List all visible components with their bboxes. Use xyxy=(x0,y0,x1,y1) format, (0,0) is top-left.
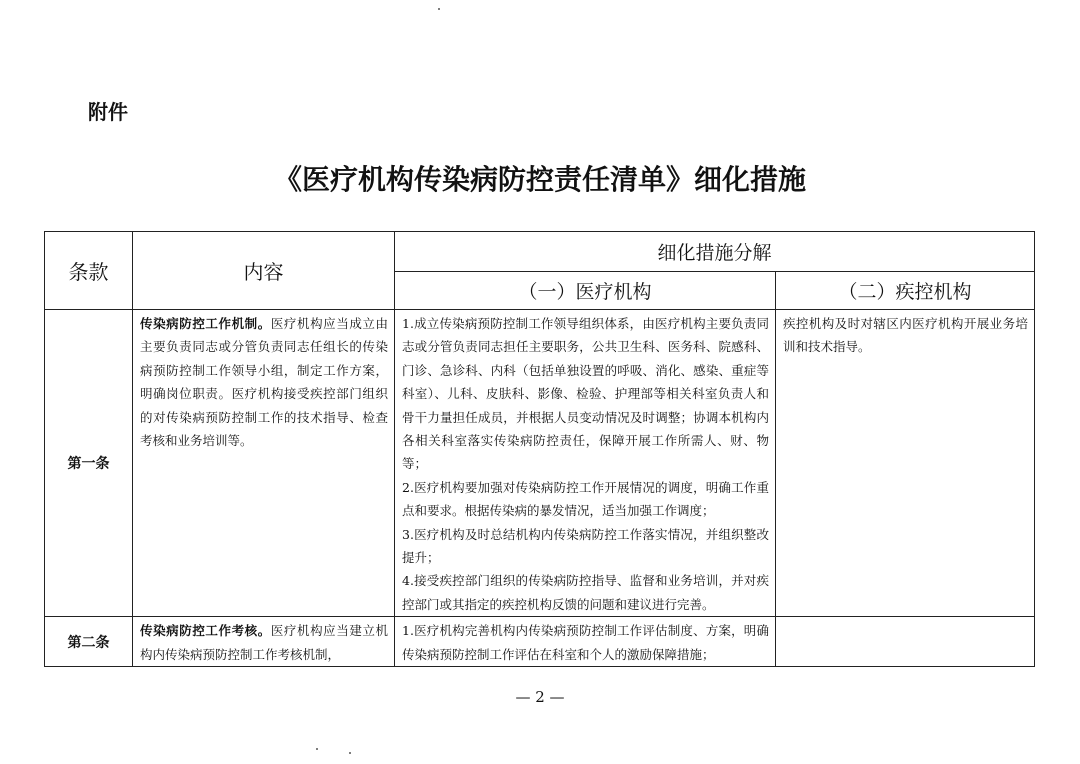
scan-speck xyxy=(349,752,351,754)
header-breakdown: 细化措施分解 xyxy=(395,232,1035,272)
content-lead: 传染病防控工作机制。 xyxy=(140,316,271,331)
scan-speck xyxy=(438,8,440,10)
content-body: 医疗机构应当成立由主要负责同志或分管负责同志任组长的传染病预防控制工作领导小组，制定工作方案，明确岗位职责。医疗机构接受疾控部门组织的对传染病预防控制工作的技术指导、检查考核和业务培训等。 xyxy=(140,316,388,449)
attachment-label: 附件 xyxy=(88,100,128,124)
table-row xyxy=(45,617,1035,667)
content-body: 医疗机构应当建立机构内传染病预防控制工作考核机制， xyxy=(140,623,388,662)
clause-cell: 第二条 xyxy=(45,617,133,667)
header-content: 内容 xyxy=(133,232,395,310)
scan-speck xyxy=(316,748,318,750)
content-cell xyxy=(133,617,395,667)
header-medical-institution: （一）医疗机构 xyxy=(395,272,776,310)
medical-measures-cell xyxy=(395,310,776,617)
header-cdc-institution: （二）疾控机构 xyxy=(776,272,1035,310)
content-lead: 传染病防控工作考核。 xyxy=(140,623,271,639)
document-title: 《医疗机构传染病防控责任清单》细化措施 xyxy=(273,163,806,196)
page-number: — 2 — xyxy=(515,688,565,706)
cdc-measures-cell xyxy=(776,617,1035,667)
measures-table xyxy=(44,231,1035,667)
cdc-measure-text xyxy=(776,617,1034,619)
measure-item: 1.成立传染病预防控制工作领导组织体系，由医疗机构主要负责同志或分管负责同志担任主要职务，公共卫生科、医务科、院感科、门诊、急诊科、内科（包括单独设置的呼吸、消化、感染、重症等科室）、儿科、皮肤科、影像、检验、护理部等相关科室负责人和骨干力量担任成员，并根据人员变动情况及时调整；协调本机构内各相关科室落实传染病防控责任，保障开展工作所需人、财、物等； xyxy=(402,316,769,472)
medical-measures-cell xyxy=(395,617,776,667)
cdc-measure-text: 疾控机构及时对辖区内医疗机构开展业务培训和技术指导。 xyxy=(783,316,1029,355)
measure-item: 3.医疗机构及时总结机构内传染病防控工作落实情况，并组织整改提升； xyxy=(402,526,769,566)
header-clause: 条款 xyxy=(45,232,133,310)
table-row xyxy=(45,310,1035,617)
cdc-measures-cell xyxy=(776,310,1035,617)
clause-cell: 第一条 xyxy=(45,310,133,617)
measure-item: 4.接受疾控部门组织的传染病防控指导、监督和业务培训，并对疾控部门或其指定的疾控机构反馈的问题和建议进行完善。 xyxy=(402,573,769,612)
measure-item: 1.医疗机构完善机构内传染病预防控制工作评估制度、方案，明确传染病预防控制工作评估在科室和个人的激励保障措施； xyxy=(402,623,769,662)
content-cell xyxy=(133,310,395,617)
measure-item: 2.医疗机构要加强对传染病防控工作开展情况的调度，明确工作重点和要求。根据传染病的暴发情况，适当加强工作调度； xyxy=(402,479,769,519)
